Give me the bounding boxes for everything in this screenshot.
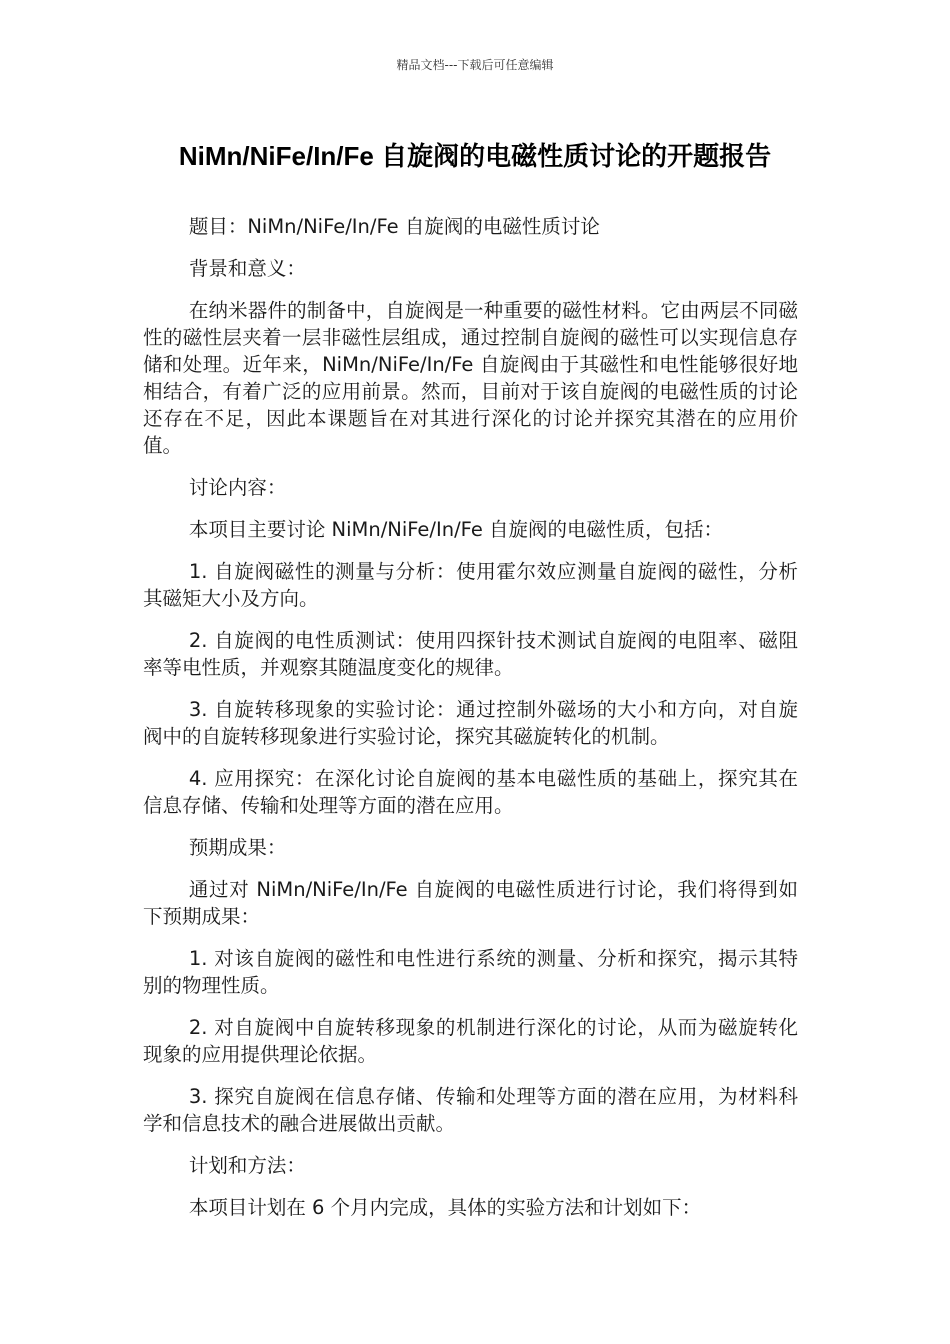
heading-plan-and-method: 计划和方法： [188, 1154, 306, 1177]
list-item-research-2: 2. 自旋阀的电性质测试：使用四探针技术测试自旋阀的电阻率、磁阻率等电性质，并观察其随温度变化的规律。 [143, 629, 798, 679]
page-header: 精品文档---下载后可任意编辑 [396, 58, 554, 72]
list-item-expected-1: 1. 对该自旋阀的磁性和电性进行系统的测量、分析和探究，揭示其特别的物理性质。 [143, 947, 798, 997]
heading-background: 背景和意义： [188, 257, 306, 280]
paragraph-topic: 题目：NiMn/NiFe/In/Fe 自旋阀的电磁性质讨论 [188, 215, 600, 238]
list-item-research-4: 4. 应用探究：在深化讨论自旋阀的基本电磁性质的基础上，探究其在信息存储、传输和处理等方面的潜在应用。 [143, 767, 798, 817]
list-item-expected-3: 3. 探究自旋阀在信息存储、传输和处理等方面的潜在应用，为材料科学和信息技术的融合进展做出贡献。 [143, 1085, 798, 1135]
heading-expected-results: 预期成果： [188, 836, 287, 859]
list-item-research-3: 3. 自旋转移现象的实验讨论：通过控制外磁场的大小和方向，对自旋阀中的自旋转移现象进行实验讨论，探究其磁旋转化的机制。 [143, 698, 798, 748]
document-title: NiMn/NiFe/In/Fe 自旋阀的电磁性质讨论的开题报告 [178, 141, 772, 171]
list-item-expected-2: 2. 对自旋阀中自旋转移现象的机制进行深化的讨论，从而为磁旋转化现象的应用提供理论依据。 [143, 1016, 798, 1066]
document-body [143, 213, 798, 1236]
paragraph-research-intro: 本项目主要讨论 NiMn/NiFe/In/Fe 自旋阀的电磁性质，包括： [188, 518, 724, 541]
paragraph-background: 在纳米器件的制备中，自旋阀是一种重要的磁性材料。它由两层不同磁性的磁性层夹着一层非磁性层组成，通过控制自旋阀的磁性可以实现信息存储和处理。近年来，NiMn/NiFe/In/Fe 自旋阀由于其磁性和电性能够很好地相结合，有着广泛的应用前景。然而，目前对于该自旋阀的电磁性质的讨论还存在不足，因此本课题旨在对其进行深化的讨论并探究其潜在的应用价值。 [143, 299, 798, 457]
heading-research-content: 讨论内容： [188, 476, 287, 499]
paragraph-expected-intro: 通过对 NiMn/NiFe/In/Fe 自旋阀的电磁性质进行讨论，我们将得到如下预期成果： [143, 878, 798, 928]
paragraph-plan-intro: 本项目计划在 6 个月内完成，具体的实验方法和计划如下： [188, 1196, 702, 1219]
list-item-research-1: 1. 自旋阀磁性的测量与分析：使用霍尔效应测量自旋阀的磁性，分析其磁矩大小及方向。 [143, 560, 798, 610]
